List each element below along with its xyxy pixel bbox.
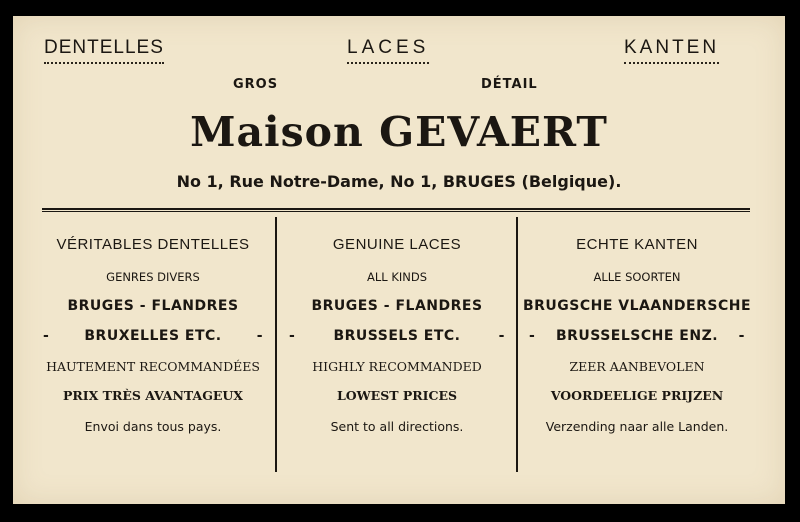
column-city-row xyxy=(521,325,753,347)
column-prices: VOORDEELIGE PRIJZEN xyxy=(550,388,724,403)
column-city-row xyxy=(35,325,271,347)
column-divider-2 xyxy=(516,217,518,472)
column-city: BRUSSELSCHE ENZ. xyxy=(555,328,719,344)
column-recommend: HIGHLY RECOMMANDED xyxy=(312,359,482,374)
column-divider-1 xyxy=(275,217,277,472)
column-dutch xyxy=(521,234,753,437)
column-kinds: ALLE SOORTEN xyxy=(593,270,681,284)
gros-label: GROS xyxy=(233,77,279,92)
dash-right: - xyxy=(256,328,263,344)
column-sent: Envoi dans tous pays. xyxy=(84,419,222,434)
dash-left: - xyxy=(43,328,50,344)
column-title: GENUINE LACES xyxy=(332,236,462,253)
divider-rule xyxy=(42,208,750,212)
business-card xyxy=(13,16,785,504)
header-laces: LACES xyxy=(347,37,429,64)
dash-left: - xyxy=(289,328,296,344)
column-places: BRUGES - FLANDRES xyxy=(311,298,483,314)
column-kinds: GENRES DIVERS xyxy=(106,270,200,284)
column-city: BRUXELLES ETC. xyxy=(84,328,222,344)
column-title: VÉRITABLES DENTELLES xyxy=(56,236,250,253)
column-city-row xyxy=(281,325,513,347)
dash-right: - xyxy=(738,328,745,344)
company-name: Maison GEVAERT xyxy=(190,108,608,156)
column-city: BRUSSELS ETC. xyxy=(333,328,461,344)
column-prices: LOWEST PRICES xyxy=(336,388,458,403)
dash-right: - xyxy=(498,328,505,344)
column-title: ECHTE KANTEN xyxy=(576,236,698,253)
column-places: BRUGSCHE VLAANDERSCHE xyxy=(522,298,752,314)
header-kanten: KANTEN xyxy=(624,37,719,64)
column-places: BRUGES - FLANDRES xyxy=(67,298,239,314)
column-sent: Verzending naar alle Landen. xyxy=(545,419,729,434)
column-recommend: HAUTEMENT RECOMMANDÉES xyxy=(46,359,260,374)
header-dentelles: DENTELLES xyxy=(44,37,164,64)
column-recommend: ZEER AANBEVOLEN xyxy=(569,359,705,374)
column-english xyxy=(281,234,513,437)
company-address: No 1, Rue Notre-Dame, No 1, BRUGES (Belgique). xyxy=(176,172,622,191)
column-french xyxy=(35,234,271,437)
column-kinds: ALL KINDS xyxy=(366,270,428,284)
column-prices: PRIX TRÈS AVANTAGEUX xyxy=(62,388,244,403)
dash-left: - xyxy=(529,328,536,344)
detail-label: DÉTAIL xyxy=(481,77,538,92)
column-sent: Sent to all directions. xyxy=(330,419,464,434)
